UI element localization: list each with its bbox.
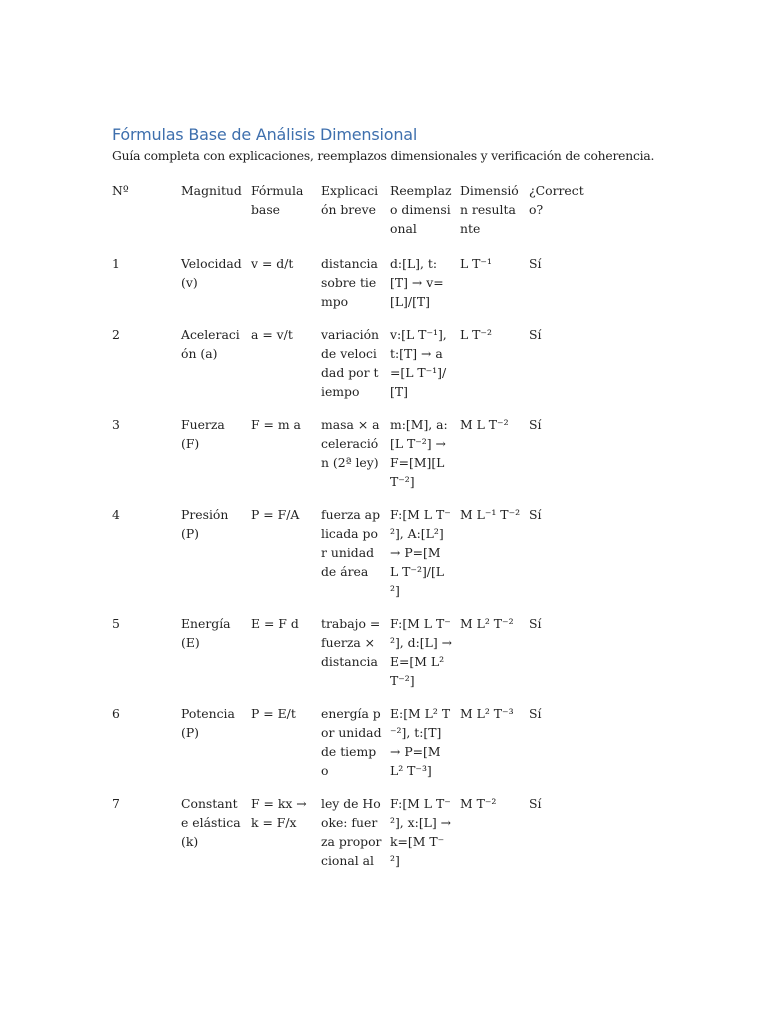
table-row [108,415,595,505]
cell-resulting-dimension: M L⁻¹ T⁻² [460,507,521,522]
cell-resulting-dimension: M L² T⁻² [460,616,514,631]
cell-resulting-dimension: M L² T⁻³ [460,706,514,721]
cell-resulting-dimension: M T⁻² [460,796,497,811]
cell-dimensional-replacement: E:[M L² T⁻²], t:[T] → P=[M L² T⁻³] [390,706,451,778]
cell-brief-explanation: ley de Hooke: fuerza proporcional al [321,796,382,868]
table-row [108,614,595,704]
cell-dimensional-replacement: F:[M L T⁻²], A:[L²] → P=[M L T⁻²]/[L²] [390,507,451,598]
cell-number: 3 [112,417,120,432]
cell-resulting-dimension: M L T⁻² [460,417,509,432]
cell-brief-explanation: trabajo = fuerza × distancia [321,616,385,669]
cell-correct: Sí [529,256,542,271]
cell-magnitude: Velocidad (v) [181,256,246,290]
document-title: Fórmulas Base de Análisis Dimensional [112,125,418,144]
cell-base-formula: F = m a [251,417,301,432]
cell-dimensional-replacement: v:[L T⁻¹], t:[T] → a=[L T⁻¹]/[T] [390,327,451,399]
cell-correct: Sí [529,327,542,342]
cell-resulting-dimension: L T⁻¹ [460,256,492,271]
cell-correct: Sí [529,417,542,432]
cell-brief-explanation: fuerza aplicada por unidad de área [321,507,380,579]
cell-correct: Sí [529,706,542,721]
table-row [108,794,595,884]
cell-magnitude: Aceleración (a) [181,327,240,361]
cell-magnitude: Constante elástica (k) [181,796,245,849]
cell-magnitude: Potencia (P) [181,706,239,740]
cell-base-formula: P = E/t [251,706,296,721]
table-row [108,325,595,415]
document-subtitle: Guía completa con explicaciones, reemplazos dimensionales y verificación de coherencia. [112,149,655,163]
table-row [108,505,595,614]
cell-dimensional-replacement: F:[M L T⁻²], x:[L] → k=[M T⁻²] [390,796,456,868]
header-correct: ¿Correcto? [529,183,584,217]
cell-number: 4 [112,507,120,522]
table-row [108,254,595,325]
header-dimensional-replacement: Reemplazo dimensional [390,183,452,236]
cell-number: 1 [112,256,120,271]
header-magnitude: Magnitud [181,183,242,198]
cell-base-formula: v = d/t [251,256,294,271]
header-resulting-dimension: Dimensión resultante [460,183,519,236]
cell-brief-explanation: energía por unidad de tiempo [321,706,386,778]
cell-number: 5 [112,616,120,631]
formula-table [108,176,595,884]
cell-dimensional-replacement: F:[M L T⁻²], d:[L] → E=[M L² T⁻²] [390,616,456,688]
cell-brief-explanation: masa × aceleración (2ª ley) [321,417,380,470]
table-row [108,704,595,794]
header-number: Nº [112,183,129,198]
cell-base-formula: P = F/A [251,507,300,522]
cell-number: 7 [112,796,120,811]
header-brief-explanation: Explicación breve [321,183,379,217]
cell-number: 2 [112,327,120,342]
header-base-formula: Fórmula base [251,183,304,217]
cell-dimensional-replacement: d:[L], t:[T] → v=[L]/[T] [390,256,444,309]
cell-brief-explanation: variación de velocidad por tiempo [321,327,383,399]
cell-correct: Sí [529,507,542,522]
cell-brief-explanation: distancia sobre tiempo [321,256,382,309]
cell-correct: Sí [529,796,542,811]
cell-magnitude: Energía (E) [181,616,235,650]
cell-magnitude: Presión (P) [181,507,233,541]
table-body [108,254,595,884]
cell-base-formula: a = v/t [251,327,293,342]
cell-base-formula: E = F d [251,616,299,631]
cell-dimensional-replacement: m:[M], a:[L T⁻²] → F=[M][L T⁻²] [390,417,450,489]
cell-number: 6 [112,706,120,721]
cell-resulting-dimension: L T⁻² [460,327,492,342]
cell-magnitude: Fuerza (F) [181,417,229,451]
cell-correct: Sí [529,616,542,631]
cell-base-formula: F = kx → k = F/x [251,796,311,830]
table-header-row [108,176,595,254]
